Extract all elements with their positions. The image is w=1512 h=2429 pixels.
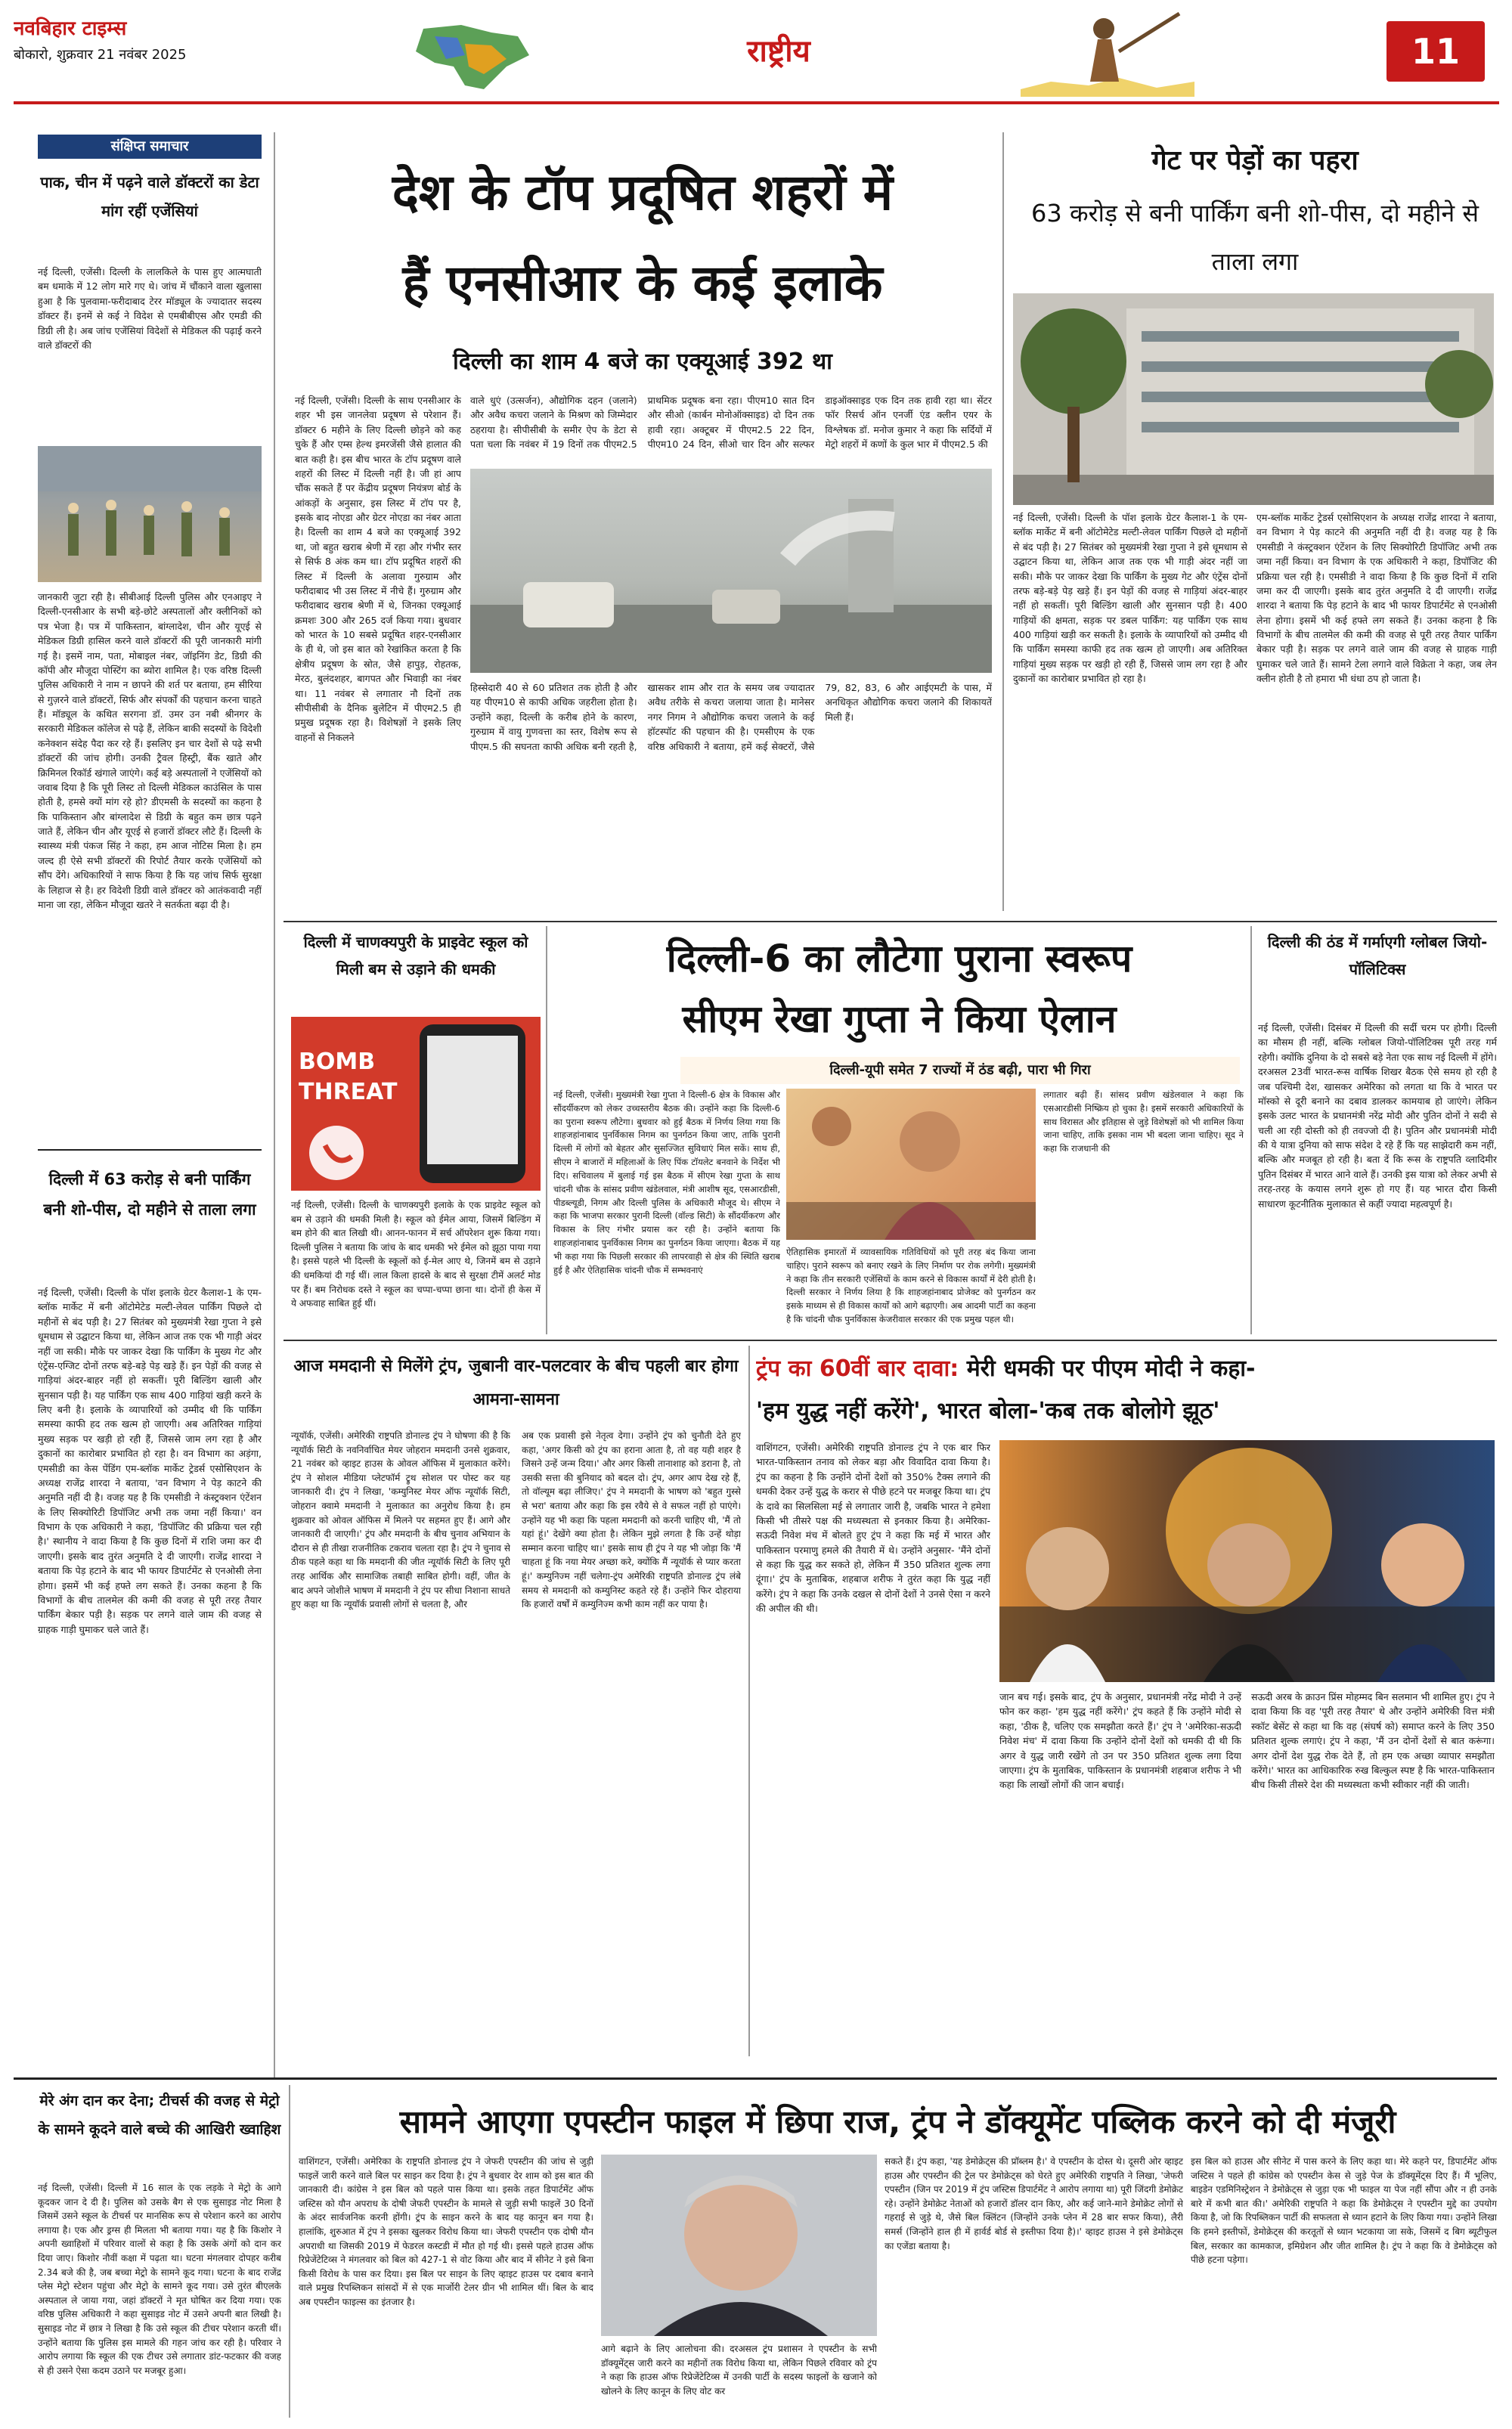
police-photo (38, 446, 262, 582)
delhi6-headline-l2: सीएम रेखा गुप्ता ने किया ऐलान (682, 997, 1117, 1041)
brief1-para2: जानकारी जुटा रही है। सीबीआई दिल्ली पुलिस और एनआइए ने दिल्ली-एनसीआर के सभी बड़े-छोटे अस्पतालों और क्लीनिकों को पत्र भेजा है। पत्र में पाकिस्तान, बांग्लादेश, चीन और यूएई से मेडिकल डिग्री हासिल करने वाले डॉक्टरों की पूरी जानकारी मांगी गई है। इसमें नाम, पता, मोबाइल नंबर, जॉइनिंग डेट, डिग्री की कॉपी और मौजूदा पोस्टिंग का ब्योरा शामिल है। एक वरिष्ठ दिल्ली पुलिस अधिकारी ने नाम न छापने की शर्त पर बताया, हम सीरिया से गुज़रने वाले डॉक्टरों, सिर्फ और संपर्कों की पहचान करना चाहते हैं। मॉड्यूल के कथित सरगना डॉ. उमर उन नबी श्रीनगर के सरकारी मेडिकल कॉलेज से पढ़े हैं, लेकिन बाकी सदस्यों के विदेशी कनेक्शन संदेह पैदा कर रहे हैं। इसलिए इन चार देशों से पढ़े सभी डॉक्टरों की जांच होगी। उनकी ट्रैवल हिस्ट्री, बैंक खाते और क्रिमिनल रिकॉर्ड खंगाले जाएंगे। कई बड़े अस्पतालों ने एजेंसियों को जवाब दिया है कि पूरी लिस्ट तो दिल्ली मेडिकल काउंसिल के पास होती है, हमसे क्यों मांग रहे हो? डीएमसी के सदस्यों का कहना है कि पाकिस्तान और बांग्लादेश से डिग्री के बहुत कम छात्र पढ़ने जाते हैं, लेकिन चीन और यूएई से हजारों डॉक्टर लौटे हैं। दिल्ली के स्वास्थ्य मंत्री पंकज सिंह ने कहा, हम आज नोटिस मिला है। हम जल्द ही ऐसे सभी डॉक्टरों की रिपोर्ट तैयार करके एजेंसियों को सौंप देंगे। अधिकारियों ने साफ किया है कि यह जांच सिर्फ सुरक्षा के लिहाज से है। हर विदेशी डिग्री वाले डॉक्टर को आतंकवादी नहीं माना जा रहा, लेकिन मौजूदा खतरे ने सतर्कता बढ़ा दी है। (38, 591, 262, 910)
brief1-para1: नई दिल्ली, एजेंसी। दिल्ली के लालकिले के पास हुए आत्मघाती बम धमाके में 12 लोग मारे गए थे। जांच में चौंकाने वाला खुलासा हुआ है कि पुलवामा-फरीदाबाद टेरर मॉड्यूल के ज्यादातर सदस्य डॉक्टर हैं। इनमें से कई ने विदेश से एमबीबीएस और एमडी की डिग्री ली है। अब जांच एजेंसियां विदेशों से मेडिकल की पढ़ाई करने वाले डॉक्टरों की (38, 266, 262, 351)
modi-col2: जान बच गई। इसके बाद, ट्रंप के अनुसार, प्रधानमंत्री नरेंद्र मोदी ने उन्हें फोन कर कहा- 'हम युद्ध नहीं करेंगे।' ट्रंप कहते हैं कि उन्होंने मोदी से कहा, 'ठीक है, चलिए एक समझौता करते हैं।' ट्रंप ने 'अमेरिका-सऊदी निवेश मंच' में दावा किया कि उन्होंने दोनों देशों को धमकी दी थी कि अगर वे युद्ध जारी रखेंगे तो उन पर 350 प्रतिशत शुल्क लगा दिया जाएगा। ट्रंप के मुताबिक, पाकिस्तान के प्रधानमंत्री शहबाज शरीफ ने भी कहा कि लाखों लोगों की जान बचाई। (999, 1691, 1241, 1791)
brief-divider (38, 1149, 262, 1151)
pollution-col2-text: वाले धुएं (उत्सर्जन), औद्योगिक दहन (जलाने) और अवैध कचरा जलाने के मिश्रण को जिम्मेदार ठहराया है। सीपीसीबी के समीर ऐप के डेटा से पता चला कि नवंबर में 19 दिनों तक पीएम2.5 प्राथमिक प्रदूषक बना रहा। पीएम10 सात दिन और सीओ (कार्बन मोनोऑक्साइड) दो दिन तक हावी रहा। अक्टूबर में पीएम2.5 22 दिन, पीएम10 24 दिन, सीओ चार दिन और सल्फर डाइऑक्साइड एक दिन तक हावी रहा था। सेंटर फॉर रिसर्च ऑन एनर्जी एंड क्लीन एयर के विश्लेषक डॉ. मनोज कुमार ने कहा कि सर्दियों में मेट्रो शहरों में कणों के कुल भार में पीएम2.5 की (470, 395, 992, 451)
delhi6-right-rule (1250, 926, 1252, 1334)
masthead-left-block (14, 15, 271, 83)
pollution-col2-top (470, 393, 992, 461)
brief2-para: नई दिल्ली, एजेंसी। दिल्ली के पॉश इलाके ग्रेटर कैलाश-1 के एम-ब्लॉक मार्केट में बनी ऑटोमेटेड मल्टी-लेवल पार्किंग पिछले दो महीनों से बंद पड़ी है। 27 सितंबर को मुख्यमंत्री रेखा गुप्ता ने इसे धूमधाम से उद्घाटन किया था, लेकिन आज तक एक भी गाड़ी अंदर नहीं जा सकी। मौके पर जाकर देखा कि पार्किंग के मुख्य गेट और एंट्रेंस-एग्जिट दोनों तरफ बड़े-बड़े पेड़ खड़े हैं। इन पेड़ों की वजह से गाड़ियां अंदर-बाहर नहीं हो सकतीं। पूरी बिल्डिंग खाली और सुनसान पड़ी है। यह पार्किंग एक साथ 400 गाड़ियां खड़ी करने के लिए बनी है। इलाके के व्यापारियों को उम्मीद थी कि पार्किंग समस्या काफी हद तक खत्म हो जाएगी। अब अतिरिक्त गाड़ियां मुख्य सड़क पर खड़ी हो रही हैं, जिससे जाम लग रहा है और दुकानों का कारोबार प्रभावित हो रहा है। वन विभाग का अड़ंगा, एमसीडी का केस पेंडिंग एम-ब्लॉक मार्केट ट्रेडर्स एसोसिएशन के अध्यक्ष राजेंद्र शारदा ने बताया, 'वन विभाग ने पेड़ काटने की अनुमति नहीं दी है। वजह यह है कि एमसीडी ने कंस्ट्रक्शन एंटेंशन के लिए सिक्योरिटी डिपॉजिट अभी तक जमा नहीं किया।' वन विभाग के एक अधिकारी ने कहा, 'डिपॉजिट की प्रक्रिया चल रही है।' स्थानीय ने वादा किया है कि कुछ दिनों में राशि जमा कर दी जाएगी। इसके बाद तुरंत अनुमति दे दी जाएगी। राजेंद्र शारदा ने बताया कि पेड़ हटाने के बाद भी फायर डिपार्टमेंट से एनओसी लेना होगा। इसमें भी कई हफ्ते लग सकते हैं। उनका कहना है कि विभागों के बीच तालमेल की कमी की वजह से पूरी तरह तैयार पार्किंग बेकार पड़ी है। सड़क पर लगने वाले जाम की वजह से ग्राहक गाड़ी घुमाकर चले जाते हैं। (38, 1287, 262, 1635)
bomb-headline: दिल्ली में चाणक्यपुरी के प्राइवेट स्कूल को मिली बम से उड़ाने की धमकी (303, 933, 528, 978)
epstein-headline: सामने आएगा एपस्टीन फाइल में छिपा राज, ट्रंप ने डॉक्यूमेंट पब्लिक करने को दी मंजूरी (399, 2103, 1396, 2140)
masthead (0, 0, 1512, 100)
metro-right-rule (289, 2085, 290, 2418)
mamdani-col1: न्यूयॉर्क, एजेंसी। अमेरिकी राष्ट्रपति डोनाल्ड ट्रंप ने घोषणा की है कि न्यूयॉर्क सिटी के नवनिर्वाचित मेयर जोहरान ममदानी उनसे शुक्रवार, 21 नवंबर को व्हाइट हाउस के ओवल ऑफिस में मुलाकात करेंगे। ट्रंप ने सोशल मीडिया प्लेटफॉर्म ट्रुथ सोशल पर पोस्ट कर यह जानकारी दी। ट्रंप ने लिखा, 'कम्युनिस्ट मेयर ऑफ न्यूयॉर्क सिटी, जोहरान क्वामे ममदानी ने मुलाकात का अनुरोध किया है। हम शुक्रवार को ओवल ऑफिस में मिलने पर सहमत हुए हैं। आगे और जानकारी दी जाएगी।' ट्रंप और ममदानी के बीच चुनाव अभियान के दौरान से ही तीखा राजनीतिक टकराव चलता रहा है। ट्रंप ने चुनाव से ठीक पहले कहा था कि ममदानी की जीत न्यूयॉर्क सिटी के लिए पूरी तरह आर्थिक और सामाजिक तबाही साबित होगी। वहीं, जीत के बाद अपने जोशीले भाषण में ममदानी ने ट्रंप पर सीधा निशाना साधते हुए कहा था कि न्यूयॉर्क प्रवासी लोगों से चलता है, और (291, 1430, 510, 1610)
smog-road-photo (470, 469, 992, 673)
lower-band-rule (14, 2077, 1497, 2080)
epstein-col2: आगे बढ़ाने के लिए आलोचना की। दरअसल ट्रंप प्रशासन ने एपस्टीन के सभी डॉक्यूमेंट्स जारी करने का महीनों तक विरोध किया था, लेकिन पिछले रविवार को ट्रंप ने कहा कि हाउस ऑफ रिप्रेजेंटेटिव्स में उनकी पार्टी के सदस्य फाइलों के खजाने को खोलने के लिए कानून के लिए वोट कर (601, 2344, 877, 2396)
cold-headline: दिल्ली की ठंड में गर्माएगी ग्लोबल जियो-पॉलिटिक्स (1267, 933, 1488, 978)
pollution-col1: नई दिल्ली, एजेंसी। दिल्ली के साथ एनसीआर के शहर भी इस जानलेवा प्रदूषण से परेशान हैं। डॉक्टर 6 महीने के लिए दिल्ली छोड़ने को कह चुके हैं और एम्स हेल्थ इमरजेंसी जैसे हालात की बात कही है। इस बीच भारत के टॉप प्रदूषण वाले शहरों की लिस्ट में दिल्ली नहीं है। जी हां आप चौंक सकते हैं पर केंद्रीय प्रदूषण नियंत्रण बोर्ड के आंकड़ों के अनुसार, इस लिस्ट में टॉप पर है, इसके बाद नोएडा और ग्रेटर नोएडा का नंबर आता है। दिल्ली का शाम 4 बजे का एक्यूआई 392 था, जो बहुत खराब श्रेणी में रहा और गंभीर स्तर से सिर्फ 8 अंक कम था। टॉप प्रदूषित शहरों की लिस्ट में दिल्ली के अलावा गुरुग्राम और फरीदाबाद भी उस लिस्ट में नीचे हैं। गुरुग्राम और फरीदाबाद खराब श्रेणी में थे, जिनका एक्यूआई क्रमशः 300 और 265 दर्ज किया गया। बुधवार को भारत के 10 सबसे प्रदूषित शहर-एनसीआर के ही थे, जो इस बात को रेखांकित करता है कि क्षेत्रीय प्रदूषण के स्रोत, जैसे हापुड़, रोहतक, मेरठ, बुलंदशहर, बागपत और भिवाड़ी का नंबर था। 11 नवंबर से लगातार नौ दिनों तक सीपीसीबी के दैनिक बुलेटिन में पीएम2.5 ही प्रमुख प्रदूषक रहा है। विशेषज्ञों ने इसके लिए वाहनों से निकलने (295, 395, 461, 743)
pollution-col3: हिस्सेदारी 40 से 60 प्रतिशत तक होती है और यह पीएम10 से काफी अधिक जहरीला होता है। उन्होंने कहा, दिल्ली के करीब होने के कारण, गुरुग्राम में वायु गुणवत्ता का स्तर, विशेष रूप से पीएम.5 की सघनता काफी अधिक बनी रहती है, खासकर शाम और रात के समय जब ज्यादातर अवैध तरीके से कचरा जलाया जाता है। मानेसर नगर निगम ने औद्योगिक कचरा जलाने के कई हॉटस्पॉट की पहचान की है। एमसीएम के एक वरिष्ठ अधिकारी ने बताया, हमें कई सेक्टरों, जैसे 79, 82, 83, 6 और आईएमटी के पास, में अनधिकृत औद्योगिक कचरा जलाने की शिकायतें मिली हैं। (470, 682, 992, 752)
brief2-headline: दिल्ली में 63 करोड़ से बनी पार्किंग बनी शो-पीस, दो महीने से ताला लगा (43, 1170, 256, 1219)
delhi6-strip (680, 1057, 1240, 1084)
delhi6-headline-l1: दिल्ली-6 का लौटेगा पुराना स्वरूप (666, 937, 1132, 981)
india-map-graphic (393, 21, 544, 93)
masthead-rule (14, 101, 1499, 104)
upper-band-rule (284, 921, 1497, 922)
metro-headline: मेरे अंग दान कर देना; टीचर्स की वजह से मेट्रो के सामने कूदने वाले बच्चे की आखिरी ख्वाहिश (38, 2093, 281, 2138)
brief-label: संक्षिप्त समाचार (110, 138, 189, 154)
cold-para: नई दिल्ली, एजेंसी। दिसंबर में दिल्ली की सर्दी चरम पर होगी। दिल्ली का मौसम ही नहीं, बल्कि ग्लोबल जियो-पॉलिटिक्स पूरी तरह गर्म रहेगी। क्योंकि दुनिया के दो सबसे बड़े नेता एक साथ नई दिल्ली में होंगे। दरअसल 23वीं भारत-रूस वार्षिक शिखर बैठक ऐसे समय हो रही है जब पश्चिमी देश, खासकर अमेरिका को लगता था कि वे भारत पर मॉस्को से दूरी बनाने का दबाव डालकर कामयाब हो जाएंगे। लेकिन इसके उलट भारत के प्रधानमंत्री नरेंद्र मोदी और पुतिन दोनों ने सदी से चली आ रही दोस्ती को ही तवज्जो दी है। पुतिन और प्रधानमंत्री मोदी की ये यात्रा दुनिया को साफ संदेश दे रहे हैं कि यह साझेदारी कम नहीं, बल्कि और मजबूत हो रही है। बता दें कि रूस के राष्ट्रपति व्लादिमीर पुतिन दिसंबर में भारत आने वाले हैं। उनकी इस यात्रा को लेकर अभी से तरह-तरह के कयास लगने शुरू हो गए हैं। यह भारत दौरा किसी साधारण कूटनीतिक मुलाकात से कहीं ज्यादा महत्वपूर्ण है। (1258, 1022, 1497, 1210)
delhi6-col3: लगातार बढ़ी हैं। सांसद प्रवीण खंडेलवाल ने कहा कि एसआरडीसी निष्क्रिय हो चुका है। इसमें सरकारी अधिकारियों के साथ विरासत और इतिहास से जुड़े विशेषज्ञों को भी शामिल किया जाना चाहिए, ताकि इसका नाम भी बदला जाना चाहिए। सूद ने कहा कि राजधानी की (1043, 1089, 1244, 1154)
modi-kicker: ट्रंप का 60वीं बार दावा: (756, 1355, 959, 1382)
date-line: बोकारो, शुक्रवार 21 नवंबर 2025 (14, 47, 187, 63)
leaders-collage-photo (999, 1440, 1495, 1682)
parking-col2: एम-ब्लॉक मार्केट ट्रेडर्स एसोसिएशन के अध्यक्ष राजेंद्र शारदा ने बताया, वन विभाग ने पेड़ काटने की अनुमति नहीं दी है। वजह यह है कि एमसीडी ने कंस्ट्रक्शन एंटेंशन के लिए सिक्योरिटी डिपॉजिट अभी तक जमा नहीं किया। वन विभाग के एक अधिकारी ने कहा, डिपॉजिट की प्रक्रिया चल रही है। एमसीडी ने वादा किया है कि कुछ दिनों में राशि जमा कर दी जाएगी। इसके बाद तुरंत अनुमति दे दी जाएगी। राजेंद्र शारदा ने बताया कि पेड़ हटाने के बाद भी फायर डिपार्टमेंट से एनओसी लेना होगा। इसमें भी कई हफ्ते लग सकते हैं। उनका कहना है कि विभागों के बीच तालमेल की कमी की वजह से पूरी तरह तैयार पार्किंग बेकार पड़ी है। सड़क पर लगने वाले जाम की वजह से ग्राहक गाड़ी घुमाकर चले जाते हैं। सामने टेला लगाने वाले विक्रेता ने कहा, जब लेन क्लीन होती है तो हमारा भी धंधा ठप हो जाता है। (1256, 512, 1497, 685)
pollution-right-rule (1002, 132, 1004, 911)
mamdani-col2: अब एक प्रवासी इसे नेतृत्व देगा। उन्होंने ट्रंप को चुनौती देते हुए कहा, 'अगर किसी को ट्रंप का हराना आता है, तो वह यही शहर है जिसने उन्हें जन्म दिया।' और अगर किसी तानाशाह को डराना है, तो उसकी सत्ता की बुनियाद को बदल दो। ट्रंप, अगर आप देख रहे हैं, तो वॉल्यूम बढ़ा लीजिए।' ट्रंप ने ममदानी के भाषण को 'बहुत गुस्से से भरा' बताया और कहा कि इस रवैये से वे सफल नहीं हो पाएंगे। उन्होंने यह भी कहा कि पहला ममदानी को करनी चाहिए थी, 'मैं तो यहां हूं।' देखेंगे क्या होता है। लेकिन मुझे लगता है कि उन्हें थोड़ा सम्मान करना चाहिए था।' इसके साथ ही ट्रंप ने यह भी जोड़ा कि 'मैं चाहता हूं कि नया मेयर अच्छा करे, क्योंकि मैं न्यूयॉर्क से प्यार करता हूं।' कम्युनिज्म नहीं चलेगा-ट्रंप अमेरिकी राष्ट्रपति डोनाल्ड ट्रंप लंबे समय से ममदानी को कम्युनिस्ट कहते रहे हैं। उन्होंने फिर दोहराया कि हजारों वर्षों में कम्युनिज्म कभी काम नहीं कर पाया है। (522, 1430, 741, 1610)
epstein-photo (601, 2155, 877, 2336)
parking-col1: नई दिल्ली, एजेंसी। दिल्ली के पॉश इलाके ग्रेटर कैलाश-1 के एम-ब्लॉक मार्केट में बनी ऑटोमेटेड मल्टी-लेवल पार्किंग पिछले दो महीनों से बंद पड़ी है। 27 सितंबर को मुख्यमंत्री रेखा गुप्ता ने इसे धूमधाम से उद्घाटन किया था, लेकिन आज तक एक भी गाड़ी अंदर नहीं जा सकी। मौके पर जाकर देखा कि पार्किंग के मुख्य गेट और एंट्रेंस दोनों तरफ बड़े-बड़े पेड़ खड़े हैं। इन पेड़ों की वजह से गाड़ियां अंदर-बाहर नहीं हो सकतीं। पूरी बिल्डिंग खाली और सुनसान पड़ी है। 400 गाड़ियों की क्षमता, सड़क पर डबल पार्किंग: यह पार्किंग एक साथ 400 गाड़ियां खड़ी कर सकती है। इलाके के व्यापारियों को उम्मीद थी कि पार्किंग समस्या काफी हद तक खत्म हो जाएगी। अब अतिरिक्त गाड़ियां मुख्य सड़क पर खड़ी हो रही हैं, जिससे जाम लग रहा है और दुकानों का कारोबार प्रभावित हो रहा है। (1013, 512, 1247, 685)
bomb-photo-text: BOMB THREAT (299, 1049, 398, 1105)
parking-headline: 63 करोड़ से बनी पार्किंग बनी शो-पीस, दो महीने से ताला लगा (1031, 199, 1479, 276)
modi-col1: वाशिंगटन, एजेंसी। अमेरिकी राष्ट्रपति डोनाल्ड ट्रंप ने एक बार फिर भारत-पाकिस्तान तनाव को लेकर बड़ा और विवादित दावा किया है। ट्रंप का कहना है कि उन्होंने दोनों देशों को 350% टैक्स लगाने की धमकी देकर उन्हें युद्ध के करार से पीछे हटने पर मजबूर किया था। ट्रंप के दावे का सिलसिला मई से लगातार जारी है, जबकि भारत ने हमेशा किसी भी तीसरे पक्ष की मध्यस्थता से इनकार किया है। अमेरिका-सऊदी निवेश मंच में बोलते हुए ट्रंप ने कहा कि मई में भारत और पाकिस्तान परमाणु हमले की तैयारी में थे। उन्होंने अनुसार- 'मैंने दोनों से कहा कि युद्ध कर सकते हो, लेकिन मैं 350 प्रतिशत शुल्क लगा दूंगा।' ट्रंप के मुताबिक, शहबाज शरीफ ने तुरंत कहा कि युद्ध नहीं करेंगे। ट्रंप ने कहा कि उनके दखल से दोनों देशों ने उनसे ऐसा न करने की अपील की थी। (756, 1442, 990, 1615)
mamdani-right-rule (748, 1346, 750, 2056)
pollution-subhead: दिल्ली का शाम 4 बजे का एक्यूआई 392 था (453, 349, 832, 375)
delhi6-col2: ऐतिहासिक इमारतों में व्यावसायिक गतिविधियों को पूरी तरह बंद किया जाना चाहिए। पुराने स्वरूप को बनाए रखने के लिए निर्माण पर रोक लगेगी। मुख्यमंत्री ने कहा कि तीन सरकारी एजेंसियों के काम करने से विकास कार्यों में देरी होती है। दिल्ली सरकार ने निर्णय लिया है कि शाहजहांनाबाद प्रोजेक्ट को पुनर्गठन कर इसके माध्यम से ही विकास कार्यों को आगे बढ़ाएगी। अब आदमी पार्टी का कहना है कि चांदनी चौक पुनर्विकास केजरीवाल सरकार की एक प्रमुख पहल थी। (786, 1247, 1036, 1325)
gandhi-graphic (1005, 6, 1202, 97)
epstein-col1: वाशिंगटन, एजेंसी। अमेरिका के राष्ट्रपति डोनाल्ड ट्रंप ने जेफरी एपस्टीन की जांच से जुड़ी फाइलें जारी करने वाले बिल पर साइन कर दिया है। ट्रंप ने बुधवार देर शाम को इस बात की जानकारी दी। कांग्रेस ने इस बिल को पहले पास किया था। इसके तहत डिपार्टमेंट ऑफ जस्टिस को यौन अपराध के दोषी जेफरी एपस्टीन के मामले से जुड़ी सभी फाइलें 30 दिनों के अंदर सार्वजनिक करनी होंगी। ट्रंप के साइन करने के बाद यह कानून बन गया है। हालांकि, शुरुआत में ट्रंप ने इसका खुलकर विरोध किया था। जेफरी एपस्टीन एक दोषी यौन अपराधी था जिसकी 2019 में फेडरल कस्टडी में मौत हो गई थी। इससे पहले हाउस ऑफ रिप्रेजेंटेटिव्स ने मंगलवार को बिल को 427-1 से वोट किया और बाद में सीनेट ने इसे बिना किसी विरोध के पास कर दिया। इस बिल पर साइन के लिए व्हाइट हाउस पर दबाव बनाने वाले प्रमुख रिपब्लिकन सांसदों में से एक मार्जोरी टेलर ग्रीन भी शामिल थीं। बिल के बाद अब एपस्टीन फाइल्स का इंतजार है। (299, 2156, 593, 2307)
pollution-headline-l1: देश के टॉप प्रदूषित शहरों में (392, 163, 894, 222)
modi-col3: सऊदी अरब के क्राउन प्रिंस मोहम्मद बिन सलमान भी शामिल हुए। ट्रंप ने दावा किया कि वह 'पूरी तरह तैयार' थे और उन्होंने अमेरिकी वित्त मंत्री स्कॉट बेसेंट से कहा था कि वह (संघर्ष को) समाप्त करने के लिए 350 प्रतिशत शुल्क लगाएं। ट्रंप ने कहा, 'मैं उन दोनों देशों से बात करूंगा। अगर दोनों देश युद्ध रोक देते हैं, तो हम एक अच्छा व्यापार समझौता करेंगे।' भारत का आधिकारिक रुख बिल्कुल स्पष्ट है कि भारत-पाकिस्तान बीच किसी तीसरे देश की मध्यस्थता कभी स्वीकार नहीं की जाती। (1251, 1691, 1495, 1791)
bomb-right-rule (546, 926, 547, 1334)
bomb-para: नई दिल्ली, एजेंसी। दिल्ली के चाणक्यपुरी इलाके के एक प्राइवेट स्कूल को बम से उड़ाने की धमकी मिली है। स्कूल को ईमेल आया, जिसमें बिल्डिंग में बम होने की बात लिखी थी। आनन-फानन में सर्च ऑपरेशन शुरू किया गया। दिल्ली पुलिस ने बताया कि जांच के बाद धमकी भरे ईमेल को झूठा पाया गया है। इससे पहले भी दिल्ली के स्कूलों को ई-मेल आए थे, जिनमें बम से उड़ाने की धमकियां दी गई थीं। लाल किला हादसे के बाद से सुरक्षा टीमें अलर्ट मोड पर हैं। बम निरोधक दस्ते ने स्कूल का चप्पा-चप्पा छाना था। दोनों ही केस में ये अफवाह साबित हुई थीं। (291, 1200, 541, 1309)
pollution-headline-l2: हैं एनसीआर के कई इलाके (402, 254, 883, 312)
page-number: 11 (1411, 31, 1460, 72)
parking-kicker: गेट पर पेड़ों का पहरा (1151, 145, 1359, 176)
rekha-gupta-photo (786, 1089, 1036, 1240)
epstein-col3: सकते हैं। ट्रंप कहा, 'यह डेमोक्रेट्स की प्रॉब्लम है।' वे एपस्टीन के दोस्त थे। दूसरी ओर व्हाइट हाउस और एपस्टीन की ट्रेल पर डेमोक्रेट्स को घेरते हुए अमेरिकी राष्ट्रपति ने लिखा, 'जेफरी एपस्टीन (जिन पर 2019 में ट्रंप जस्टिस डिपार्टमेंट ने आरोप लगाया था) पूरी जिंदगी डेमोक्रेट रहे। उन्होंने डेमोक्रेट नेताओं को हजारों डॉलर दान किए, और कई जाने-माने डेमोक्रेट लोगों से गहराई से जुड़े थे, जैसे बिल क्लिंटन (जिन्होंने उनके प्लेन में 28 बार सफर किया), लैरी समर्स (जिन्होंने हाल ही में हार्वर्ड बोर्ड से इस्तीफा दिया है)।' व्हाइट हाउस ने इसे डेमोक्रेट्स का एजेंडा बताया है। (885, 2156, 1183, 2251)
mid-band-rule (284, 1340, 1497, 1341)
bomb-threat-photo (291, 1017, 541, 1191)
modi-headline-a (756, 1350, 1497, 1388)
paper-name: नवबिहार टाइम्स (14, 17, 127, 40)
delhi6-strip-text: दिल्ली-यूपी समेत 7 राज्यों में ठंड बढ़ी, पारा भी गिरा (829, 1062, 1091, 1078)
parking-building-photo (1013, 293, 1494, 505)
modi-headline-line1: मेरी धमकी पर पीएम मोदी ने कहा- (966, 1355, 1256, 1382)
epstein-col4: इस बिल को हाउस और सीनेट में पास करने के लिए कहा था। मेरे कहने पर, डिपार्टमेंट ऑफ जस्टिस ने पहले ही कांग्रेस को एपस्टीन केस से जुड़े पेज के डॉक्यूमेंट्स दिए हैं। मैं भूलिए, बाइडेन एडमिनिस्ट्रेशन ने डेमोक्रेट्स से जुड़ा एक भी फाइल या पेज नहीं सौंपा और न ही उनके बारे में कभी बात की।' अमेरिकी राष्ट्रपति ने कहा कि डेमोक्रेट्स ने एपस्टीन मुद्दे का उपयोग किया है, जो कि रिपब्लिकन पार्टी की सफलता से ध्यान हटाने के लिए किया गया। उन्होंने लिखा कि हमने इस्तीफों, डेमोक्रेट्स की करतूतों से ध्यान भटकाया जा सके, जिसमें द बिग ब्यूटीफुल बिल, सरकार का कामकाज, इमिग्रेशन और जीत शामिल है। ट्रंप ने कहा कि वे डेमोक्रेट्स को पीछे हटना पड़ेगा। (1191, 2156, 1497, 2266)
page-number-box (1387, 21, 1485, 82)
section-label: राष्ट्रीय (747, 34, 810, 69)
delhi6-col1: नई दिल्ली, एजेंसी। मुख्यमंत्री रेखा गुप्ता ने दिल्ली-6 क्षेत्र के विकास और सौंदर्यीकरण को लेकर उच्चस्तरीय बैठक की। उन्होंने कहा कि दिल्ली-6 का पुराना स्वरूप लौटेगा। बुधवार को हुई बैठक में निर्णय लिया गया कि शाहजहांनाबाद पुनर्विकास निगम का पुनर्गठन किया जाए, ताकि पुरानी दिल्ली में लोगों को बेहतर और सुसज्जित सुविधाएं मिल सकें। साथ ही, सीएम ने बाजारों में महिलाओं के लिए पिंक टॉयलेट बनवाने के निर्देश भी दिए। सचिवालय में बुलाई गई इस बैठक में सीएम रेखा गुप्ता के साथ चांदनी चौक के सांसद प्रवीण खंडेलवाल, मंत्री आशीष सूद, एसआरडीसी, पीडब्ल्यूडी, निगम और दिल्ली पुलिस के अधिकारी मौजूद थे। सीएम ने कहा कि भाजपा सरकार पुरानी दिल्ली (वॉल्ड सिटी) के सौंदर्यीकरण और विकास के लिए गंभीर प्रयास कर रही है। उन्होंने बताया कि शाहजहांनाबाद पुनर्विकास निगम का पुनर्गठन किया जाएगा। बैठक में यह भी कहा गया कि पिछली सरकार की लापरवाही से क्षेत्र की स्थिति खराब हुई है और ऐतिहासिक चांदनी चौक में सम्भवनाएं (553, 1089, 780, 1275)
brief-label-bar (38, 135, 262, 159)
modi-headline-b: 'हम युद्ध नहीं करेंगे', भारत बोला-'कब तक बोलोगे झूठ' (756, 1398, 1220, 1424)
metro-para: नई दिल्ली, एजेंसी। दिल्ली में 16 साल के एक लड़के ने मेट्रो के आगे कूदकर जान दे दी है। पुलिस को उसके बैग से एक सुसाइड नोट मिला है जिसमें उसने स्कूल के टीचर्स पर मानसिक रूप से परेशान करने का आरोप लगाया है। एक और ड्रग्स ही मिलता भी बताया गया। यह है कि किशोर ने अपनी ख्वाहिशों में परिवार वालों से कहा है कि उसके अंगों को दान कर दिया जाए। किशोर नौवीं कक्षा में पढ़ता था। घटना मंगलवार दोपहर करीब 2.34 बजे की है, जब बच्चा मेट्रो के सामने कूद गया। घटना के बाद राजेंद्र प्लेस मेट्रो स्टेशन पहुंचा और मेट्रो के सामने कूद गया। उसे तुरंत बीएलके अस्पताल ले जाया गया, जहां डॉक्टरों ने मृत घोषित कर दिया गया। एक वरिष्ठ पुलिस अधिकारी ने कहा सुसाइड नोट में उसने अपनी बात लिखी है। सुसाइड नोट में छात्र ने लिखा है कि उसे स्कूल की टीचर परेशान करती थीं। उन्होंने बताया कि पुलिस इस मामले की गहन जांच कर रही है। परिवार ने आरोप लगाया कि स्कूल की एक टीचर उसे लगातार डांट-फटकार की वजह से ही उसने ऐसा कदम उठाने पर मजबूर हुआ। (38, 2183, 281, 2376)
mamdani-headline: आज ममदानी से मिलेंगे ट्रंप, जुबानी वार-पलटवार के बीच पहली बार होगा आमना-सामना (293, 1357, 739, 1409)
left-column-rule (274, 132, 275, 2079)
brief1-headline: पाक, चीन में पढ़ने वाले डॉक्टरों का डेटा मांग रहीं एजेंसियां (40, 173, 259, 220)
